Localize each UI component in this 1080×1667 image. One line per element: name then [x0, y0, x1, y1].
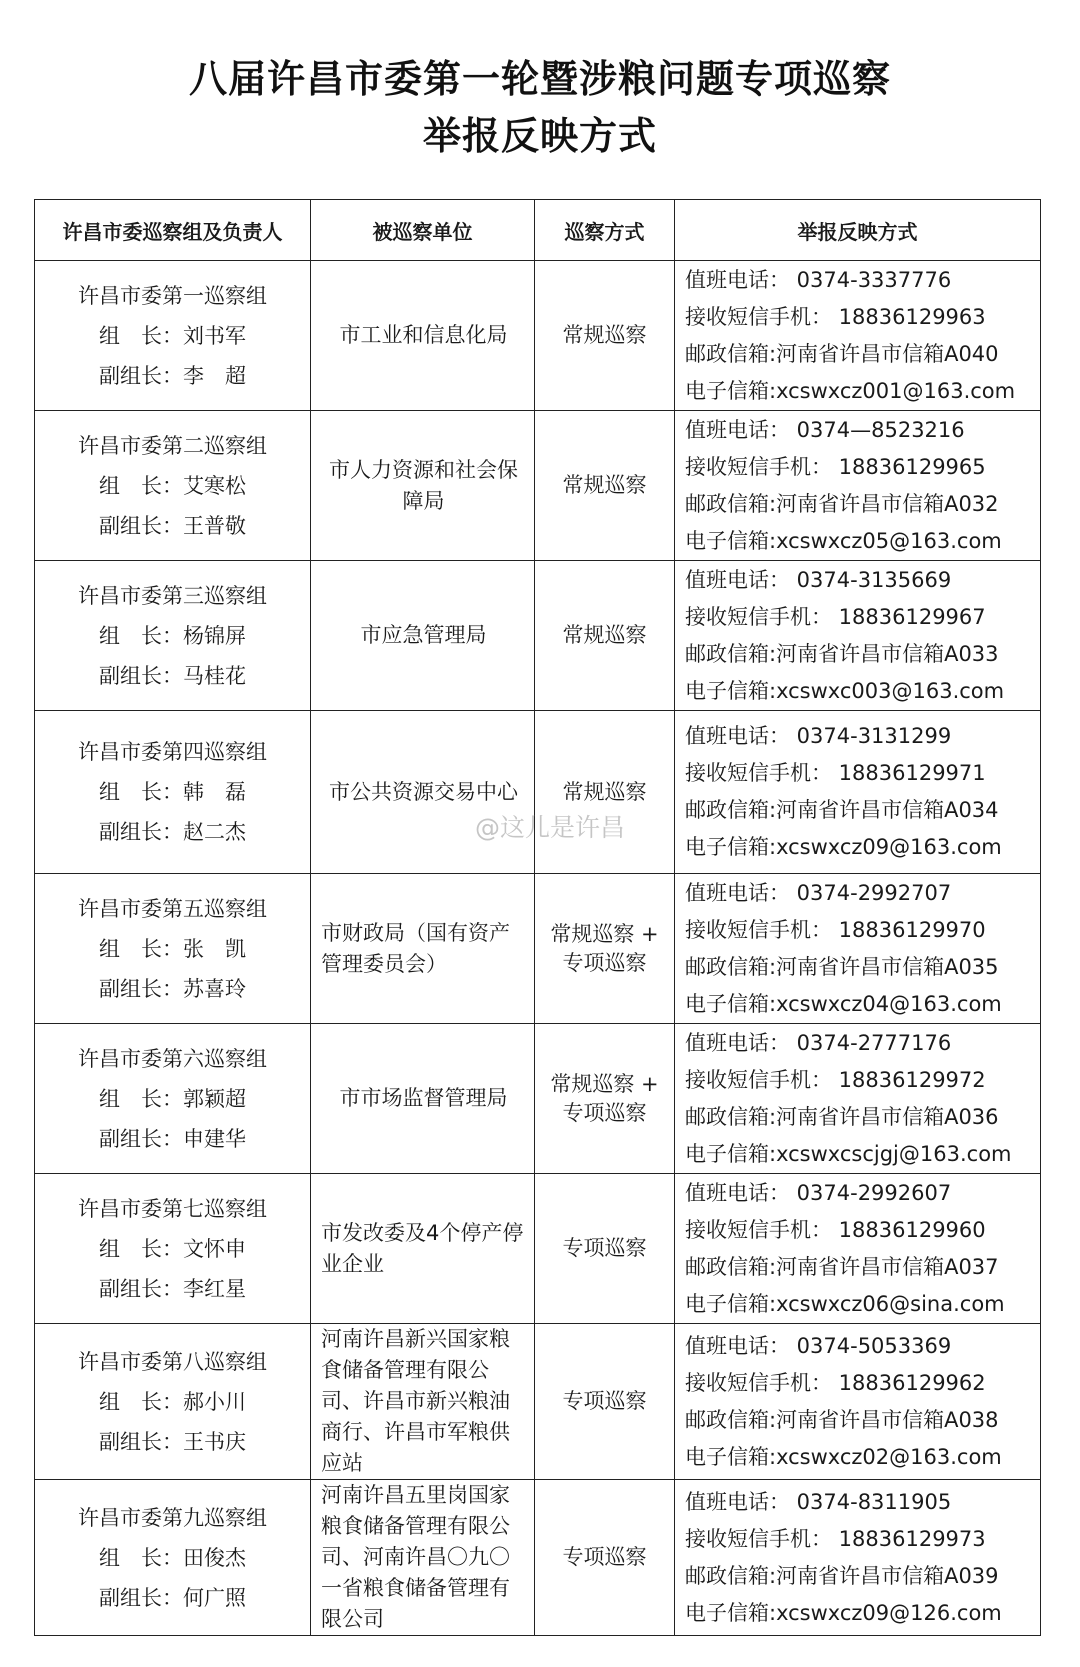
group-leader: 组 长：杨锦屏 — [99, 623, 246, 648]
inspection-table — [34, 199, 1041, 1636]
postal-mailbox: 邮政信箱:河南省许昌市信箱A034 — [685, 798, 999, 822]
mode-cell — [535, 711, 675, 874]
duty-phone: 值班电话： 0374-8311905 — [685, 1489, 952, 1514]
mode-cell — [535, 1324, 675, 1480]
contact-cell — [675, 1174, 1041, 1324]
header-unit: 被巡察单位 — [311, 200, 535, 261]
duty-phone: 值班电话： 0374-3135669 — [685, 567, 952, 592]
email-address: 电子信箱:xcswxcz09@126.com — [685, 1600, 1002, 1625]
unit-cell: 市公共资源交易中心 — [311, 711, 535, 874]
mode-cell — [535, 561, 675, 711]
table-row — [35, 561, 1041, 711]
unit-cell: 市财政局（国有资产管理委员会） — [311, 874, 535, 1024]
email-address: 电子信箱:xcswxc003@163.com — [685, 678, 1005, 703]
table-row — [35, 1174, 1041, 1324]
sms-phone: 接收短信手机： 18836129963 — [685, 304, 986, 329]
group-cell — [35, 1024, 311, 1174]
contact-cell — [675, 411, 1041, 561]
mode-line-1: 常规巡察 — [562, 473, 647, 497]
mode-cell — [535, 261, 675, 411]
mode-line-2: 专项巡察 — [562, 1100, 647, 1125]
email-address: 电子信箱:xcswxcz06@sina.com — [685, 1291, 1005, 1316]
sms-phone: 接收短信手机： 18836129970 — [685, 917, 986, 942]
mode-cell — [535, 874, 675, 1024]
email-address: 电子信箱:xcswxcz04@163.com — [685, 991, 1002, 1016]
group-leader: 组 长：艾寒松 — [99, 473, 246, 498]
sms-phone: 接收短信手机： 18836129973 — [685, 1526, 986, 1551]
postal-mailbox: 邮政信箱:河南省许昌市信箱A036 — [685, 1104, 999, 1129]
group-cell — [35, 1480, 311, 1636]
postal-mailbox: 邮政信箱:河南省许昌市信箱A032 — [685, 491, 999, 516]
title-line-1: 八届许昌市委第一轮暨涉粮问题专项巡察 — [188, 57, 891, 101]
duty-phone: 值班电话： 0374-3337776 — [685, 267, 952, 292]
title-line-2: 举报反映方式 — [422, 114, 657, 158]
group-leader: 组 长：文怀申 — [99, 1236, 246, 1261]
table-row — [35, 261, 1041, 411]
sms-phone: 接收短信手机： 18836129960 — [685, 1217, 986, 1242]
table-row — [35, 874, 1041, 1024]
group-deputy: 副组长：苏喜玲 — [99, 976, 246, 1001]
contact-cell — [675, 1024, 1041, 1174]
group-deputy: 副组长：申建华 — [99, 1126, 246, 1151]
sms-phone: 接收短信手机： 18836129972 — [685, 1067, 986, 1092]
group-cell — [35, 874, 311, 1024]
group-name: 许昌市委第七巡察组 — [78, 1196, 267, 1221]
group-name: 许昌市委第六巡察组 — [78, 1046, 267, 1071]
email-address: 电子信箱:xcswxcz001@163.com — [685, 378, 1016, 403]
email-address: 电子信箱:xcswxcscjgj@163.com — [685, 1141, 1012, 1166]
group-cell — [35, 1174, 311, 1324]
mode-line-1: 常规巡察 + — [550, 1071, 659, 1096]
unit-cell: 市人力资源和社会保障局 — [311, 411, 535, 561]
group-deputy: 副组长：马桂花 — [99, 663, 246, 688]
group-leader: 组 长：刘书军 — [99, 323, 246, 348]
mode-cell — [535, 411, 675, 561]
contact-cell — [675, 1480, 1041, 1636]
table-header-row — [35, 200, 1041, 261]
sms-phone: 接收短信手机： 18836129967 — [685, 604, 986, 629]
postal-mailbox: 邮政信箱:河南省许昌市信箱A039 — [685, 1563, 999, 1588]
postal-mailbox: 邮政信箱:河南省许昌市信箱A033 — [685, 641, 999, 666]
email-address: 电子信箱:xcswxcz05@163.com — [685, 528, 1002, 553]
group-deputy: 副组长：王普敬 — [99, 513, 246, 538]
sms-phone: 接收短信手机： 18836129971 — [685, 761, 986, 785]
unit-cell: 市市场监督管理局 — [311, 1024, 535, 1174]
contact-cell — [675, 561, 1041, 711]
mode-line-1: 常规巡察 — [562, 623, 647, 647]
group-cell — [35, 1324, 311, 1480]
email-address: 电子信箱:xcswxcz02@163.com — [685, 1444, 1002, 1469]
weibo-watermark: @这儿是许昌 — [475, 813, 626, 842]
duty-phone: 值班电话： 0374-2992707 — [685, 880, 952, 905]
group-deputy: 副组长：赵二杰 — [99, 820, 246, 844]
table-row — [35, 411, 1041, 561]
group-leader: 组 长：郝小川 — [99, 1389, 246, 1414]
mode-cell — [535, 1174, 675, 1324]
mode-cell — [535, 1024, 675, 1174]
unit-cell: 市发改委及4个停产停业企业 — [311, 1174, 535, 1324]
group-name: 许昌市委第五巡察组 — [78, 896, 267, 921]
mode-line-1: 常规巡察 — [562, 779, 647, 804]
group-cell — [35, 261, 311, 411]
postal-mailbox: 邮政信箱:河南省许昌市信箱A038 — [685, 1407, 999, 1432]
group-deputy: 副组长：王书庆 — [99, 1429, 246, 1454]
mode-line-2: 专项巡察 — [562, 950, 647, 975]
group-leader: 组 长：田俊杰 — [99, 1545, 246, 1570]
mode-line-1: 常规巡察 + — [550, 921, 659, 946]
table-row — [35, 1480, 1041, 1636]
mode-line-1: 专项巡察 — [562, 1545, 647, 1569]
contact-cell — [675, 711, 1041, 874]
header-group: 许昌市委巡察组及负责人 — [35, 200, 311, 261]
mode-line-1: 常规巡察 — [562, 323, 647, 347]
group-deputy: 副组长：李 超 — [99, 363, 246, 388]
group-leader: 组 长：郭颖超 — [99, 1086, 246, 1111]
duty-phone: 值班电话： 0374—8523216 — [685, 417, 965, 442]
table-row — [35, 1024, 1041, 1174]
group-cell — [35, 711, 311, 874]
group-name: 许昌市委第二巡察组 — [78, 433, 267, 458]
mode-cell — [535, 1480, 675, 1636]
contact-cell — [675, 874, 1041, 1024]
group-leader: 组 长：韩 磊 — [99, 780, 246, 804]
duty-phone: 值班电话： 0374-2777176 — [685, 1030, 952, 1055]
group-name: 许昌市委第四巡察组 — [78, 740, 267, 764]
mode-line-1: 专项巡察 — [562, 1236, 647, 1260]
postal-mailbox: 邮政信箱:河南省许昌市信箱A035 — [685, 954, 999, 979]
group-cell — [35, 561, 311, 711]
mode-line-1: 专项巡察 — [562, 1389, 647, 1413]
unit-cell: 市工业和信息化局 — [311, 261, 535, 411]
sms-phone: 接收短信手机： 18836129962 — [685, 1370, 986, 1395]
duty-phone: 值班电话： 0374-3131299 — [685, 724, 952, 748]
header-contact: 举报反映方式 — [675, 200, 1041, 261]
postal-mailbox: 邮政信箱:河南省许昌市信箱A037 — [685, 1254, 999, 1279]
unit-cell: 河南许昌新兴国家粮食储备管理有限公司、许昌市新兴粮油商行、许昌市军粮供应站 — [311, 1324, 535, 1480]
group-name: 许昌市委第八巡察组 — [78, 1349, 267, 1374]
group-name: 许昌市委第三巡察组 — [78, 583, 267, 608]
header-mode: 巡察方式 — [535, 200, 675, 261]
duty-phone: 值班电话： 0374-2992607 — [685, 1180, 952, 1205]
contact-cell — [675, 1324, 1041, 1480]
group-name: 许昌市委第一巡察组 — [78, 283, 267, 308]
table-row — [35, 711, 1041, 874]
unit-cell: 河南许昌五里岗国家粮食储备管理有限公司、河南许昌〇九〇一省粮食储备管理有限公司 — [311, 1480, 535, 1636]
group-cell — [35, 411, 311, 561]
duty-phone: 值班电话： 0374-5053369 — [685, 1333, 952, 1358]
group-name: 许昌市委第九巡察组 — [78, 1505, 267, 1530]
group-deputy: 副组长：李红星 — [99, 1276, 246, 1301]
table-row — [35, 1324, 1041, 1480]
group-deputy: 副组长：何广照 — [99, 1585, 246, 1610]
postal-mailbox: 邮政信箱:河南省许昌市信箱A040 — [685, 341, 999, 366]
sms-phone: 接收短信手机： 18836129965 — [685, 454, 986, 479]
email-address: 电子信箱:xcswxcz09@163.com — [685, 835, 1002, 859]
unit-cell: 市应急管理局 — [311, 561, 535, 711]
contact-cell — [675, 261, 1041, 411]
group-leader: 组 长：张 凯 — [99, 936, 246, 961]
